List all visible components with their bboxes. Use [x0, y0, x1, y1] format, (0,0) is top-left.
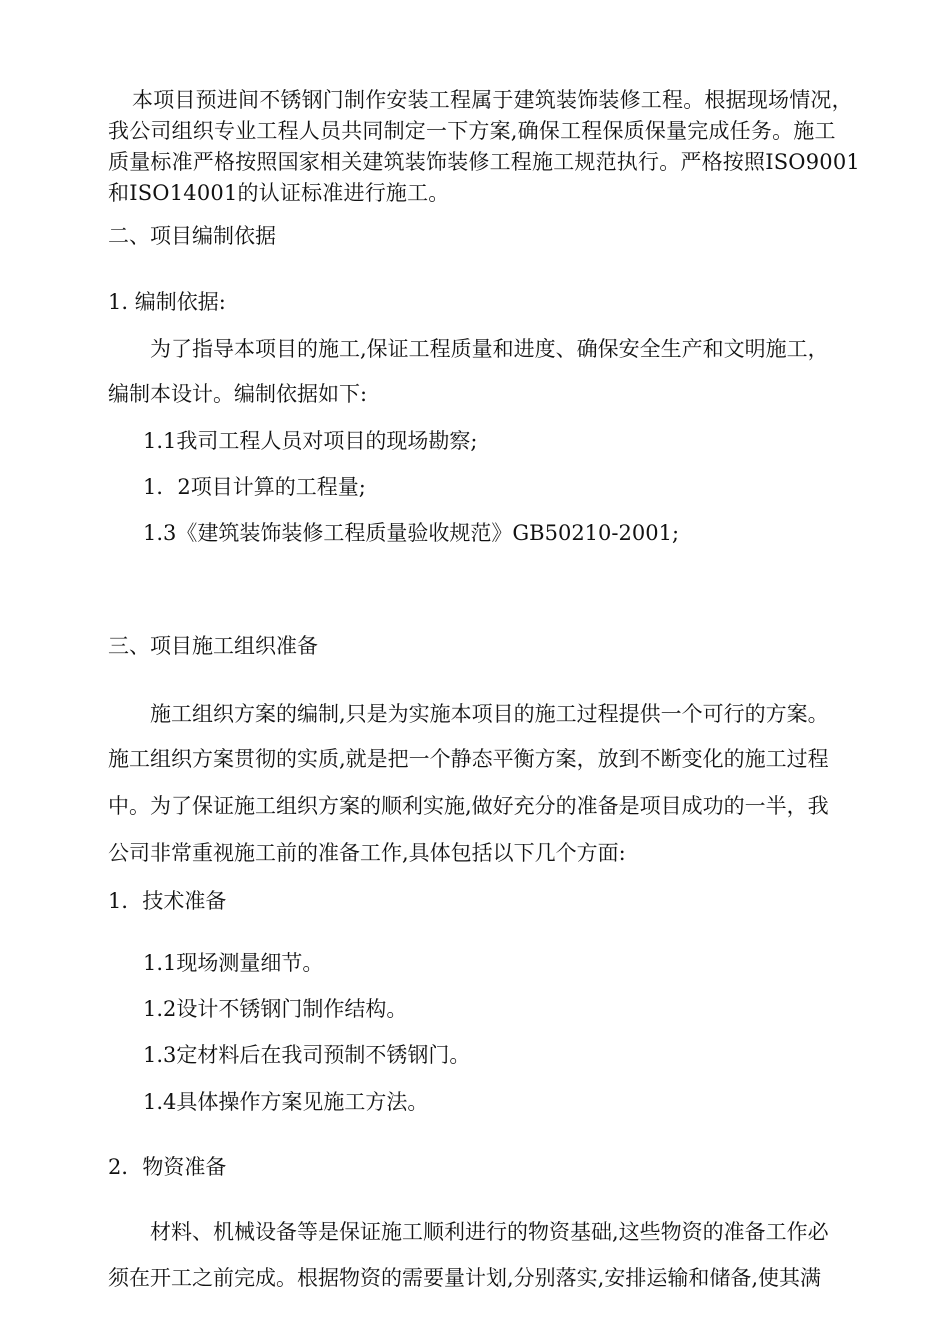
intro-line-3: 质量标准严格按照国家相关建筑装饰装修工程施工规范执行。严格按照ISO9001 — [108, 150, 860, 174]
basis-item-heading: 1. 编制依据: — [108, 290, 226, 314]
intro-line-2: 我公司组织专业工程人员共同制定一下方案,确保工程保质保量完成任务。施工 — [108, 119, 836, 143]
basis-subitem-2: 1．2项目计算的工程量; — [143, 475, 366, 499]
basis-subitem-3: 1.3《建筑装饰装修工程质量验收规范》GB50210-2001; — [143, 521, 680, 545]
preparation-paragraph-line-2: 施工组织方案贯彻的实质,就是把一个静态平衡方案，放到不断变化的施工过程 — [108, 747, 829, 771]
basis-subitem-1: 1.1我司工程人员对项目的现场勘察; — [143, 429, 478, 453]
tech-prep-item-4: 1.4具体操作方案见施工方法。 — [143, 1090, 429, 1114]
material-paragraph-line-2: 须在开工之前完成。根据物资的需要量计划,分别落实,安排运输和储备,使其满 — [108, 1266, 822, 1290]
basis-paragraph-line-2: 编制本设计。编制依据如下: — [108, 382, 368, 406]
preparation-paragraph-line-4: 公司非常重视施工前的准备工作,具体包括以下几个方面: — [108, 841, 626, 865]
intro-line-1: 本项目预进间不锈钢门制作安装工程属于建筑装饰装修工程。根据现场情况， — [132, 88, 853, 112]
tech-prep-heading: 1．技术准备 — [108, 889, 227, 913]
tech-prep-item-1: 1.1现场测量细节。 — [143, 951, 324, 975]
preparation-paragraph-line-3: 中。为了保证施工组织方案的顺利实施,做好充分的准备是项目成功的一半，我 — [108, 794, 829, 818]
material-prep-heading: 2．物资准备 — [108, 1155, 227, 1179]
section-heading-basis: 二、项目编制依据 — [108, 224, 276, 248]
material-paragraph-line-1: 材料、机械设备等是保证施工顺利进行的物资基础,这些物资的准备工作必 — [150, 1220, 829, 1244]
tech-prep-item-3: 1.3定材料后在我司预制不锈钢门。 — [143, 1043, 471, 1067]
section-heading-preparation: 三、项目施工组织准备 — [108, 634, 318, 658]
basis-paragraph-line-1: 为了指导本项目的施工,保证工程质量和进度、确保安全生产和文明施工， — [150, 337, 829, 361]
tech-prep-item-2: 1.2设计不锈钢门制作结构。 — [143, 997, 408, 1021]
preparation-paragraph-line-1: 施工组织方案的编制,只是为实施本项目的施工过程提供一个可行的方案。 — [150, 702, 829, 726]
intro-line-4: 和ISO14001的认证标准进行施工。 — [108, 181, 450, 205]
